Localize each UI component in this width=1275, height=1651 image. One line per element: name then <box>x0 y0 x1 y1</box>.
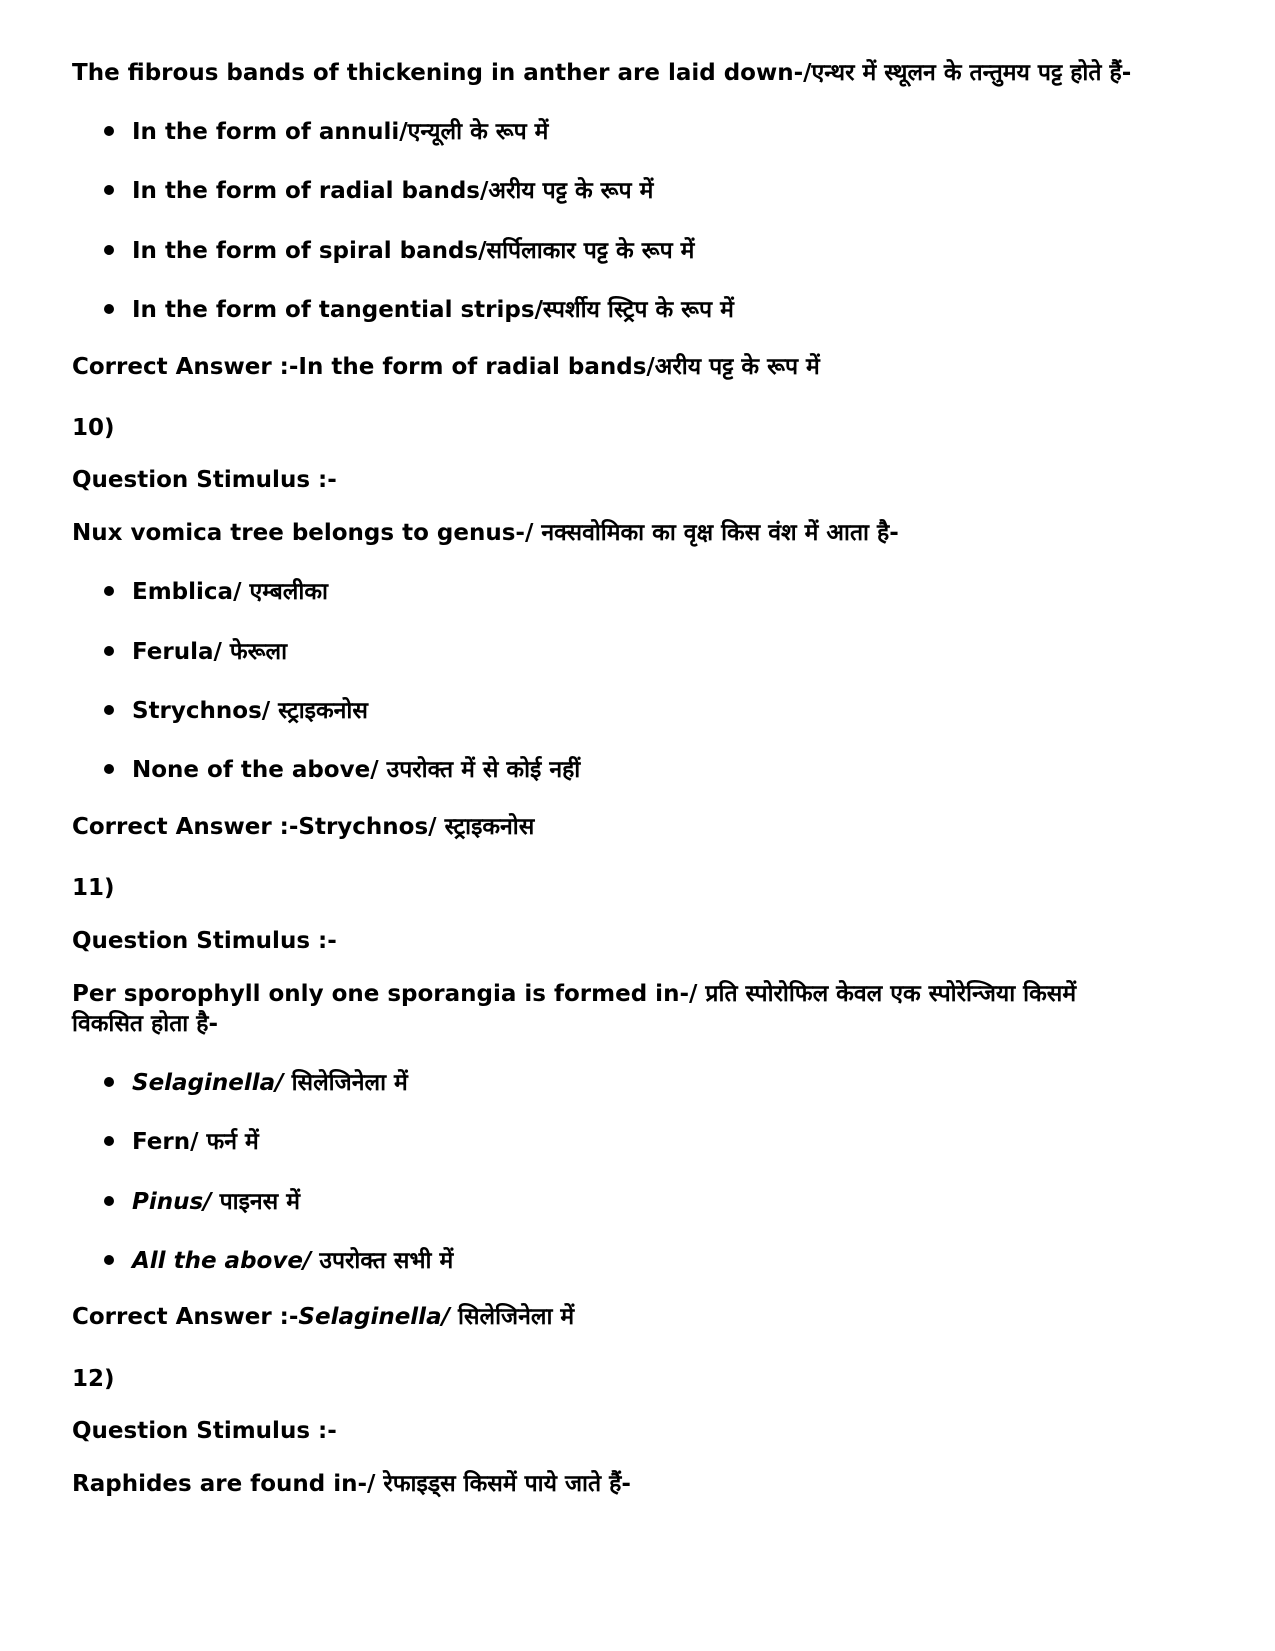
question-9-option-1 <box>104 117 548 147</box>
question-9-option-3 <box>104 236 694 266</box>
question-9-stem: The fibrous bands of thickening in anther are laid down-/एन्थर में स्थूलन के तन्तुमय पट्ट होते हैं- <box>72 60 1132 86</box>
answer-text: Strychnos/ स्ट्राइकनोस <box>298 814 535 840</box>
bullet-icon <box>104 185 114 195</box>
answer-text: सिलेजिनेला में <box>449 1304 575 1330</box>
bullet-icon <box>104 705 114 715</box>
question-12-stimulus-label: Question Stimulus :- <box>72 1418 337 1444</box>
bullet-icon <box>104 764 114 774</box>
option-text: Fern/ फर्न में <box>132 1129 259 1155</box>
answer-label: Correct Answer :- <box>72 814 299 840</box>
option-text: None of the above/ उपरोक्त में से कोई नहीं <box>132 757 581 783</box>
question-11-stem: Per sporophyll only one sporangia is formed in-/ प्रति स्पोरोफिल केवल एक स्पोरेन्जिया किसमें विकसित होता है- <box>72 981 1077 1037</box>
option-text: उपरोक्त सभी में <box>311 1248 454 1274</box>
option-italic-text: Pinus/ <box>132 1189 212 1215</box>
option-text: In the form of spiral bands/सर्पिलाकार पट्ट के रूप में <box>132 238 695 264</box>
bullet-icon <box>104 1136 114 1146</box>
question-11-option-4 <box>104 1246 453 1276</box>
option-text: In the form of tangential strips/स्पर्शीय स्ट्रिप के रूप में <box>132 297 734 323</box>
option-text: In the form of radial bands/अरीय पट्ट के रूप में <box>132 178 654 204</box>
question-10-number: 10) <box>72 415 115 441</box>
question-10-correct-answer <box>72 812 534 842</box>
question-11-option-2 <box>104 1127 259 1157</box>
bullet-icon <box>104 1077 114 1087</box>
bullet-icon <box>104 586 114 596</box>
bullet-icon <box>104 646 114 656</box>
question-11-option-3 <box>104 1187 300 1217</box>
option-text: Ferula/ फेरूला <box>132 639 288 665</box>
bullet-icon <box>104 1255 114 1265</box>
question-10-option-4 <box>104 755 580 785</box>
question-11-option-1 <box>104 1068 408 1098</box>
question-10-option-3 <box>104 696 368 726</box>
option-text: Strychnos/ स्ट्राइकनोस <box>132 698 368 724</box>
option-italic-text: Selaginella/ <box>132 1070 284 1096</box>
question-10-option-1 <box>104 577 328 607</box>
option-text: Emblica/ एम्बलीका <box>132 579 328 605</box>
question-10-stimulus-label: Question Stimulus :- <box>72 467 337 493</box>
option-text: सिलेजिनेला में <box>283 1070 408 1096</box>
bullet-icon <box>104 245 114 255</box>
question-9-correct-answer <box>72 352 820 382</box>
question-10-option-2 <box>104 637 287 667</box>
option-italic-text: All the above/ <box>132 1248 312 1274</box>
question-11-number: 11) <box>72 875 115 901</box>
question-9-option-4 <box>104 295 734 325</box>
option-text: पाइनस में <box>211 1189 300 1215</box>
bullet-icon <box>104 1196 114 1206</box>
answer-italic-text: Selaginella/ <box>298 1304 450 1330</box>
option-text: In the form of annuli/एन्यूली के रूप में <box>132 119 549 145</box>
question-12-stem: Raphides are found in-/ रेफाइड्स किसमें पाये जाते हैं- <box>72 1471 631 1497</box>
question-12-number: 12) <box>72 1366 115 1392</box>
answer-text: In the form of radial bands/अरीय पट्ट के रूप में <box>298 354 820 380</box>
question-11-correct-answer <box>72 1302 574 1332</box>
question-10-stem: Nux vomica tree belongs to genus-/ नक्सवोमिका का वृक्ष किस वंश में आता है- <box>72 520 899 546</box>
answer-label: Correct Answer :- <box>72 1304 299 1330</box>
question-11-stimulus-label: Question Stimulus :- <box>72 928 337 954</box>
question-9-option-2 <box>104 176 653 206</box>
bullet-icon <box>104 304 114 314</box>
bullet-icon <box>104 126 114 136</box>
answer-label: Correct Answer :- <box>72 354 299 380</box>
